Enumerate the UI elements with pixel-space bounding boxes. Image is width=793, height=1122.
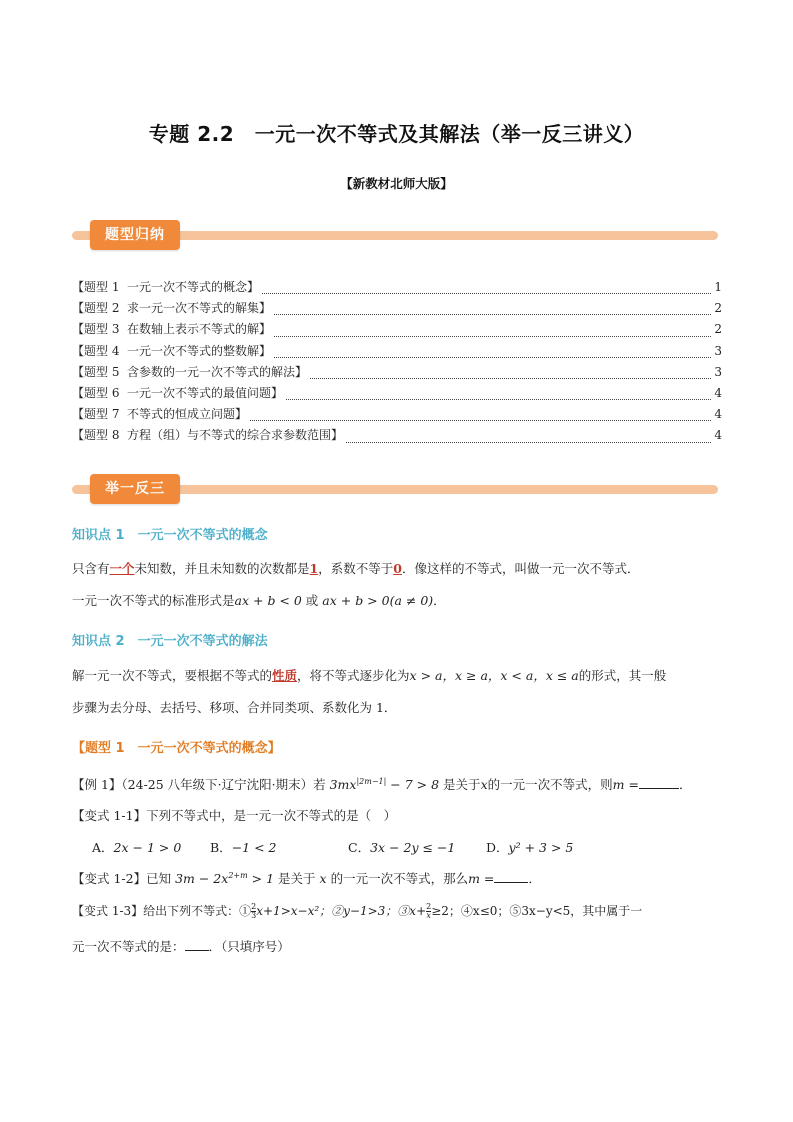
answer-blank[interactable] xyxy=(185,936,209,951)
choice-b[interactable]: B．−1 < 2 xyxy=(210,840,277,855)
question-type-1-heading: 【题型 1 一元一次不等式的概念】 xyxy=(72,741,281,756)
example-1: 【例 1】（24-25 八年级下·辽宁沈阳·期末）若 $3mx^{|2m-1|} - 7 > 8$ 是关于x的一元一次不等式，则m = ． xyxy=(72,774,724,793)
page-title: 专题 2.2 一元一次不等式及其解法（举一反三讲义） xyxy=(148,122,645,146)
choice-d[interactable]: D．y² + 3 > 5 xyxy=(486,840,574,855)
toc-row[interactable]: 【题型 1 一元一次不等式的概念】 1 xyxy=(72,280,722,294)
choice-c[interactable]: C．3x − 2y ≤ −1 xyxy=(348,840,456,855)
banner-tag: 举一反三 xyxy=(90,474,180,504)
banner-tag: 题型归纳 xyxy=(90,220,180,250)
toc-row[interactable]: 【题型 7 不等式的恒成立问题】 4 xyxy=(72,407,722,422)
knowledge-point-2-heading: 知识点 2 一元一次不等式的解法 xyxy=(72,634,268,649)
section-banner-types xyxy=(72,220,720,250)
knowledge-point-2-text: 解一元一次不等式，要根据不等式的性质，将不等式逐步化为x > a，x ≥ a，x < a，x ≤ a的形式，其一般 步骤为去分母、去括号、移项、合并同类项、系数化为 1． xyxy=(72,668,667,715)
variant-1-2: 【变式 1-2】已知 $3m - 2x^{2+m} > 1$ 是关于 x 的一元一次不等式，那么m = ． xyxy=(72,868,724,887)
variant-1-3: 【变式 1-3】给出下列不等式：① $\frac{2}{3}$ x+1>x−x²；②y−1>3；③x+ $\frac{2}{x}$ ≥2；④x≤0；⑤3x−y<5，其中属于一 元一次不等式的是： ．（只填序号） xyxy=(72,902,643,954)
variant-1-1: 【变式 1-1】下列不等式中，是一元一次不等式的是（ ） xyxy=(72,808,397,823)
answer-blank[interactable] xyxy=(494,868,528,883)
table-of-contents xyxy=(72,278,722,448)
toc-row[interactable]: 【题型 2 求一元一次不等式的解集】 2 xyxy=(72,301,722,316)
toc-row[interactable]: 【题型 5 含参数的一元一次不等式的解法】 3 xyxy=(72,364,722,379)
toc-row[interactable]: 【题型 4 一元一次不等式的整数解】 3 xyxy=(72,343,722,358)
edition-label: 【新教材北师大版】 xyxy=(340,176,453,191)
answer-blank[interactable] xyxy=(639,774,679,789)
choice-a[interactable]: A．2x − 1 > 0 xyxy=(92,840,182,855)
knowledge-point-1-text: 只含有一个未知数，并且未知数的次数都是1，系数不等于0．像这样的不等式，叫做一元一次不等式． 一元一次不等式的标准形式是ax + b < 0 或 ax + b > 0(a ≠ 0)． xyxy=(72,561,640,608)
toc-row[interactable]: 【题型 8 方程（组）与不等式的综合求参数范围】 4 xyxy=(72,428,722,443)
toc-row[interactable]: 【题型 6 一元一次不等式的最值问题】 4 xyxy=(72,385,722,400)
section-banner-practice xyxy=(72,474,720,504)
knowledge-point-1-heading: 知识点 1 一元一次不等式的概念 xyxy=(72,528,268,543)
toc-row[interactable]: 【题型 3 在数轴上表示不等式的解】 2 xyxy=(72,322,722,337)
